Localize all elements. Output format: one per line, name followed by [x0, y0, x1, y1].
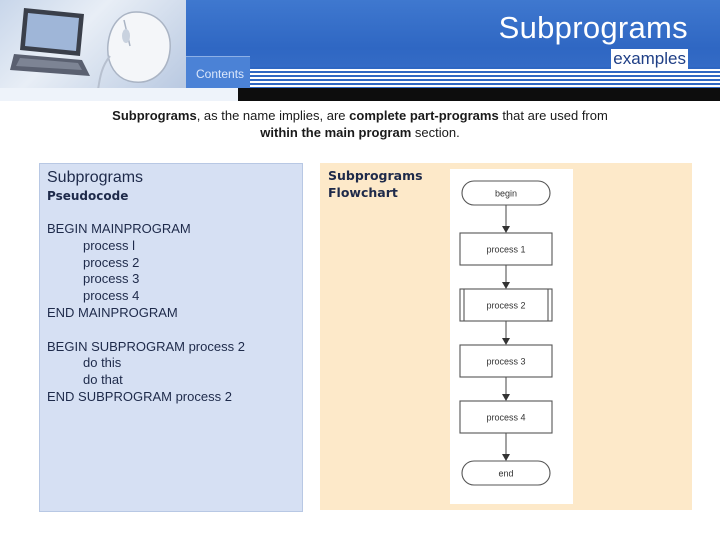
flowchart-node-label: process 4 [486, 412, 526, 423]
intro-segment: Subprograms [112, 108, 197, 123]
header-light-bar [0, 88, 238, 101]
flowchart-title-line1: Subprograms [328, 168, 423, 183]
computer-mouse-icon [96, 6, 180, 88]
intro-segment: within the main program [260, 125, 412, 140]
intro-segment: section. [411, 125, 460, 140]
pseudocode-line: process 2 [83, 254, 140, 270]
flowchart-title-line2: Flowchart [328, 185, 398, 200]
flowchart-arrowhead [502, 226, 510, 233]
slide-title: Subprograms [498, 10, 688, 45]
pseudocode-line: process 3 [83, 271, 140, 287]
pseudocode-block [47, 221, 245, 406]
pseudocode-line [47, 322, 245, 339]
flowchart-arrowhead [502, 454, 510, 461]
pseudocode-line: END SUBPROGRAM process 2 [47, 388, 232, 404]
intro-segment: complete part-programs [349, 108, 499, 123]
flowchart-arrowhead [502, 394, 510, 401]
pseudocode-line: do this [83, 355, 122, 371]
contents-tab-label: Contents [196, 67, 245, 81]
flowchart-node-label: process 3 [486, 356, 526, 367]
pseudocode-panel [39, 163, 303, 512]
contents-tab[interactable] [186, 56, 250, 89]
flowchart-panel [320, 163, 692, 510]
flowchart-node-label: end [498, 468, 514, 479]
pseudocode-line: END MAINPROGRAM [47, 304, 178, 320]
flowchart-arrowhead [502, 282, 510, 289]
flowchart-node-label: begin [494, 188, 518, 199]
pseudocode-panel-subtitle: Pseudocode [47, 189, 129, 203]
intro-segment: , as the name implies, are [196, 108, 350, 123]
pseudocode-line: process 4 [83, 288, 140, 304]
header-stripes [186, 67, 720, 88]
flowchart-node-label: process 1 [486, 244, 526, 255]
intro-segment: that are used from [498, 108, 608, 123]
flowchart-panel-title [328, 167, 423, 201]
pseudocode-line: BEGIN MAINPROGRAM [47, 221, 191, 236]
flowchart-canvas [450, 169, 573, 504]
flowchart-diagram [450, 169, 573, 504]
slide-header [0, 0, 720, 101]
laptop-icon [6, 4, 92, 84]
slide-subtitle: examples [613, 49, 686, 68]
flowchart-arrowhead [502, 338, 510, 345]
header-photo [0, 0, 186, 88]
header-dark-bar [238, 88, 720, 101]
flowchart-node-label: process 2 [486, 300, 526, 311]
pseudocode-line: process l [83, 237, 136, 253]
pseudocode-panel-title: Subprograms [47, 169, 144, 186]
pseudocode-line: BEGIN SUBPROGRAM process 2 [47, 338, 245, 354]
pseudocode-line: do that [83, 372, 123, 388]
intro-text [110, 107, 610, 141]
